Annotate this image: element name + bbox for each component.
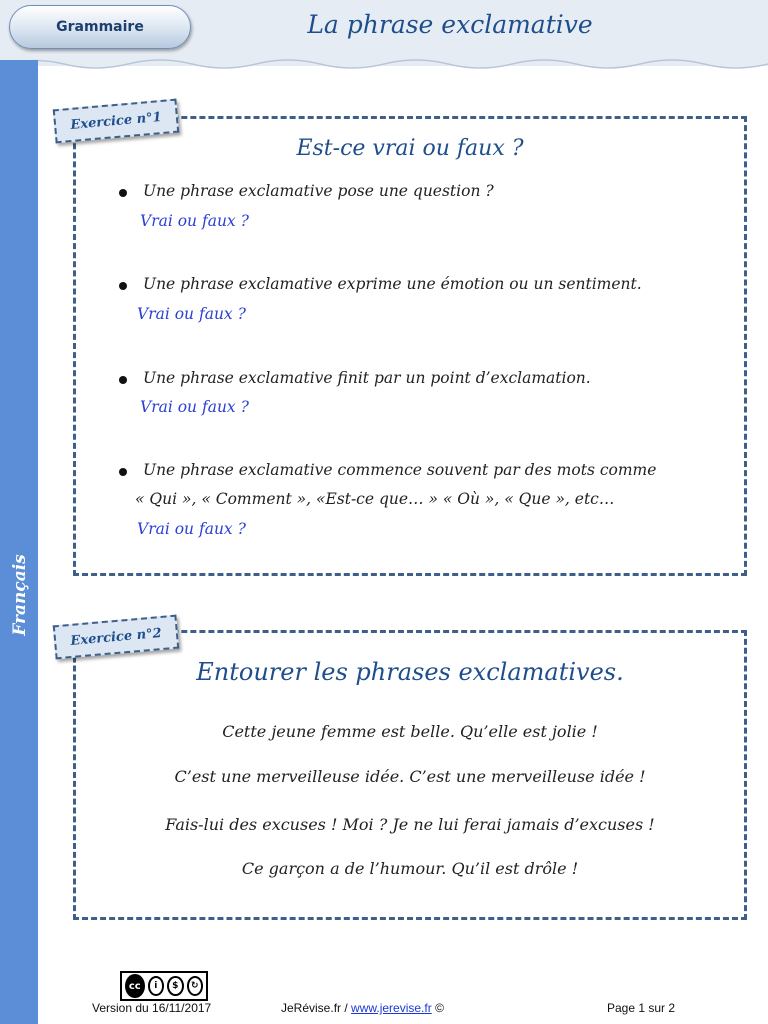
page-number: Page 1 sur 2 [607,1001,676,1015]
exercise-2-tag: Exercice n°2 [53,615,179,660]
footer-site [281,1001,444,1015]
site-name: JeRévise.fr / [281,1001,348,1015]
by-icon: i [148,976,164,996]
page-title: La phrase exclamative [307,10,593,39]
answer-prompt: Vrai ou faux ? [137,305,246,323]
site-link[interactable]: www.jerevise.fr [351,1001,432,1015]
bullet-icon [119,189,127,197]
exercise-2-sentence: C’est une merveilleuse idée. C’est une merveilleuse idée ! [174,767,646,786]
bullet-icon [119,282,127,290]
statement: Une phrase exclamative finit par un point d’exclamation. [143,369,591,387]
answer-prompt: Vrai ou faux ? [140,212,249,230]
answer-prompt: Vrai ou faux ? [137,520,246,538]
sidebar-label: Français [10,554,30,636]
exercise-2-title: Entourer les phrases exclamatives. [196,658,624,686]
cc-icon: cc [125,974,145,998]
subject-sidebar [0,60,38,1024]
statement: Une phrase exclamative pose une question ? [143,182,494,200]
statement: Une phrase exclamative commence souvent par des mots comme [143,461,657,479]
subject-badge: Grammaire [9,5,191,49]
exercise-1-title: Est-ce vrai ou faux ? [296,136,524,161]
bullet-icon [119,468,127,476]
nc-icon: $ [167,976,183,996]
header-wave [0,52,768,74]
statement: Une phrase exclamative exprime une émotion ou un sentiment. [143,275,642,293]
copyright-symbol: © [435,1001,444,1015]
answer-prompt: Vrai ou faux ? [140,398,249,416]
statement-continuation: « Qui », « Comment », «Est-ce que… » « Où », « Que », etc… [135,490,615,508]
exercise-1-tag: Exercice n°1 [53,99,179,144]
sa-icon: ↻ [187,976,203,996]
version-date: Version du 16/11/2017 [92,1001,212,1015]
exercise-2-sentence: Ce garçon a de l’humour. Qu’il est drôle ! [241,859,579,878]
exercise-2-sentence: Fais-lui des excuses ! Moi ? Je ne lui ferai jamais d’excuses ! [165,815,655,834]
bullet-icon [119,376,127,384]
creative-commons-license-logo [120,971,208,1001]
exercise-2-sentence: Cette jeune femme est belle. Qu’elle est jolie ! [222,722,598,741]
